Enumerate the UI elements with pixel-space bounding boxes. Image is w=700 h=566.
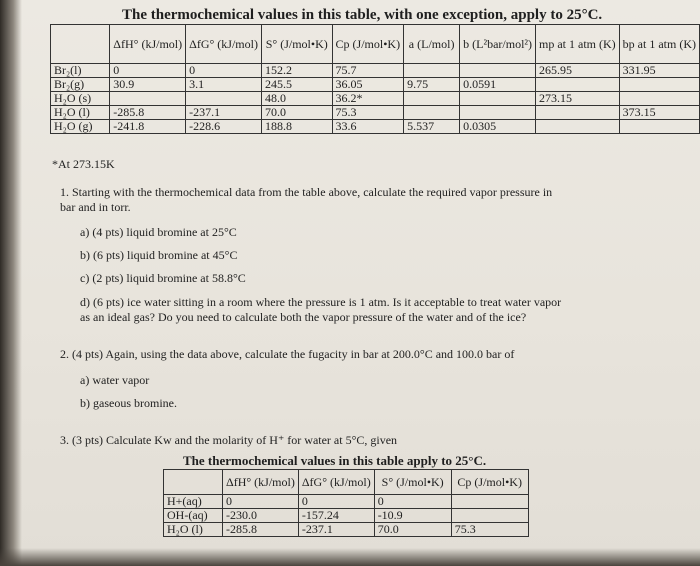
t1-row (51, 64, 700, 78)
t1-header-4: Cp (J/mol•K) (332, 25, 404, 64)
t2-cell: 70.0 (374, 523, 451, 537)
t1-cell: -241.8 (110, 120, 186, 134)
t1-cell: 75.7 (332, 64, 404, 78)
t1-cell: 36.05 (332, 78, 404, 92)
t2-cell: H+(aq) (164, 495, 223, 509)
table1-title: The thermochemical values in this table, with one exception, apply to 25°C. (122, 7, 603, 23)
t2-cell: H₂O (l) (164, 523, 223, 537)
t2-header-3: S° (J/mol•K) (374, 470, 451, 495)
t2-cell: -157.24 (298, 509, 374, 523)
t1-cell: -237.1 (186, 106, 262, 120)
t1-cell: 152.2 (261, 64, 332, 78)
t2-header-2: ΔfG° (kJ/mol) (298, 470, 374, 495)
t1-cell (110, 92, 186, 106)
bottom-shadow (0, 548, 700, 566)
t1-cell: 0.0591 (460, 78, 536, 92)
t1-cell (404, 64, 460, 78)
table1 (50, 24, 700, 134)
q3-text: 3. (3 pts) Calculate Kw and the molarity of H⁺ for water at 5°C, given (60, 433, 398, 447)
t1-header-5: a (L/mol) (404, 25, 460, 64)
t1-cell (536, 78, 620, 92)
t2-header-1: ΔfH° (kJ/mol) (223, 470, 299, 495)
table2-title: The thermochemical values in this table apply to 25°C. (183, 453, 487, 468)
left-shadow (0, 0, 22, 566)
t1-cell: 5.537 (404, 120, 460, 134)
t1-cell: -228.6 (186, 120, 262, 134)
t1-cell: 188.8 (261, 120, 332, 134)
t1-header-8: bp at 1 atm (K) (619, 25, 699, 64)
t1-row (51, 106, 700, 120)
t1-cell (619, 120, 699, 134)
t1-cell (619, 78, 699, 92)
q1-text-cont: bar and in torr. (60, 200, 131, 214)
t1-header-3: S° (J/mol•K) (261, 25, 332, 64)
t1-cell: 48.0 (261, 92, 332, 106)
t1-header-0 (51, 25, 110, 64)
t1-row (51, 120, 700, 134)
t2-cell: -230.0 (223, 509, 299, 523)
t1-cell (404, 92, 460, 106)
q1c-text: c) (2 pts) liquid bromine at 58.8°C (80, 271, 246, 285)
t1-cell: Br₂(g) (51, 78, 110, 92)
t1-cell: Br₂(l) (51, 64, 110, 78)
t1-cell: 273.15 (536, 92, 620, 106)
t2-cell: 0 (298, 495, 374, 509)
t2-row (164, 509, 529, 523)
t2-cell: 0 (223, 495, 299, 509)
t2-cell: 75.3 (451, 523, 528, 537)
t1-cell: 3.1 (186, 78, 262, 92)
t2-header-4: Cp (J/mol•K) (451, 470, 528, 495)
t1-cell: 0.0305 (460, 120, 536, 134)
t1-cell (460, 92, 536, 106)
q2b-text: b) gaseous bromine. (80, 396, 177, 410)
t1-cell: 0 (186, 64, 262, 78)
t2-row (164, 495, 529, 509)
t1-cell: 331.95 (619, 64, 699, 78)
t1-cell (536, 120, 620, 134)
table1-footnote: *At 273.15K (52, 157, 115, 171)
t1-cell (619, 92, 699, 106)
t1-cell: 373.15 (619, 106, 699, 120)
t1-header-7: mp at 1 atm (K) (536, 25, 620, 64)
t1-cell (460, 64, 536, 78)
t2-cell: -10.9 (374, 509, 451, 523)
t2-cell: -285.8 (223, 523, 299, 537)
t1-cell: H₂O (g) (51, 120, 110, 134)
t2-cell (451, 495, 528, 509)
t1-cell: -285.8 (110, 106, 186, 120)
t1-header-6: b (L²bar/mol²) (460, 25, 536, 64)
t1-cell: 245.5 (261, 78, 332, 92)
t1-header-2: ΔfG° (kJ/mol) (186, 25, 262, 64)
t1-cell (460, 106, 536, 120)
q1d-text: d) (6 pts) ice water sitting in a room where the pressure is 1 atm. Is it acceptable to treat water vapor (80, 295, 562, 309)
t2-cell (451, 509, 528, 523)
t1-cell: 36.2* (332, 92, 404, 106)
t2-cell: OH-(aq) (164, 509, 223, 523)
t1-cell (536, 106, 620, 120)
t1-cell (186, 92, 262, 106)
q1b-text: b) (6 pts) liquid bromine at 45°C (80, 248, 238, 262)
table2 (163, 469, 529, 537)
q1d-text-cont: as an ideal gas? Do you need to calculate both the vapor pressure of the water and of the ice? (80, 310, 527, 324)
t1-cell: 30.9 (110, 78, 186, 92)
t2-cell: -237.1 (298, 523, 374, 537)
t2-header-0 (164, 470, 223, 495)
t1-row (51, 78, 700, 92)
t1-cell: 265.95 (536, 64, 620, 78)
q2-text: 2. (4 pts) Again, using the data above, calculate the fugacity in bar at 200.0°C and 100.0 bar of (60, 347, 515, 361)
t1-row (51, 92, 700, 106)
t1-cell (404, 106, 460, 120)
t1-cell: 0 (110, 64, 186, 78)
t1-cell: 75.3 (332, 106, 404, 120)
t2-row (164, 523, 529, 537)
t1-cell: H₂O (l) (51, 106, 110, 120)
t1-cell: 70.0 (261, 106, 332, 120)
q1-text: 1. Starting with the thermochemical data from the table above, calculate the required vapor pressure in (60, 185, 553, 199)
t1-cell: 9.75 (404, 78, 460, 92)
t1-cell: 33.6 (332, 120, 404, 134)
q2a-text: a) water vapor (80, 373, 150, 387)
q1a-text: a) (4 pts) liquid bromine at 25°C (80, 225, 237, 239)
t2-cell: 0 (374, 495, 451, 509)
t1-header-1: ΔfH° (kJ/mol) (110, 25, 186, 64)
t1-cell: H₂O (s) (51, 92, 110, 106)
